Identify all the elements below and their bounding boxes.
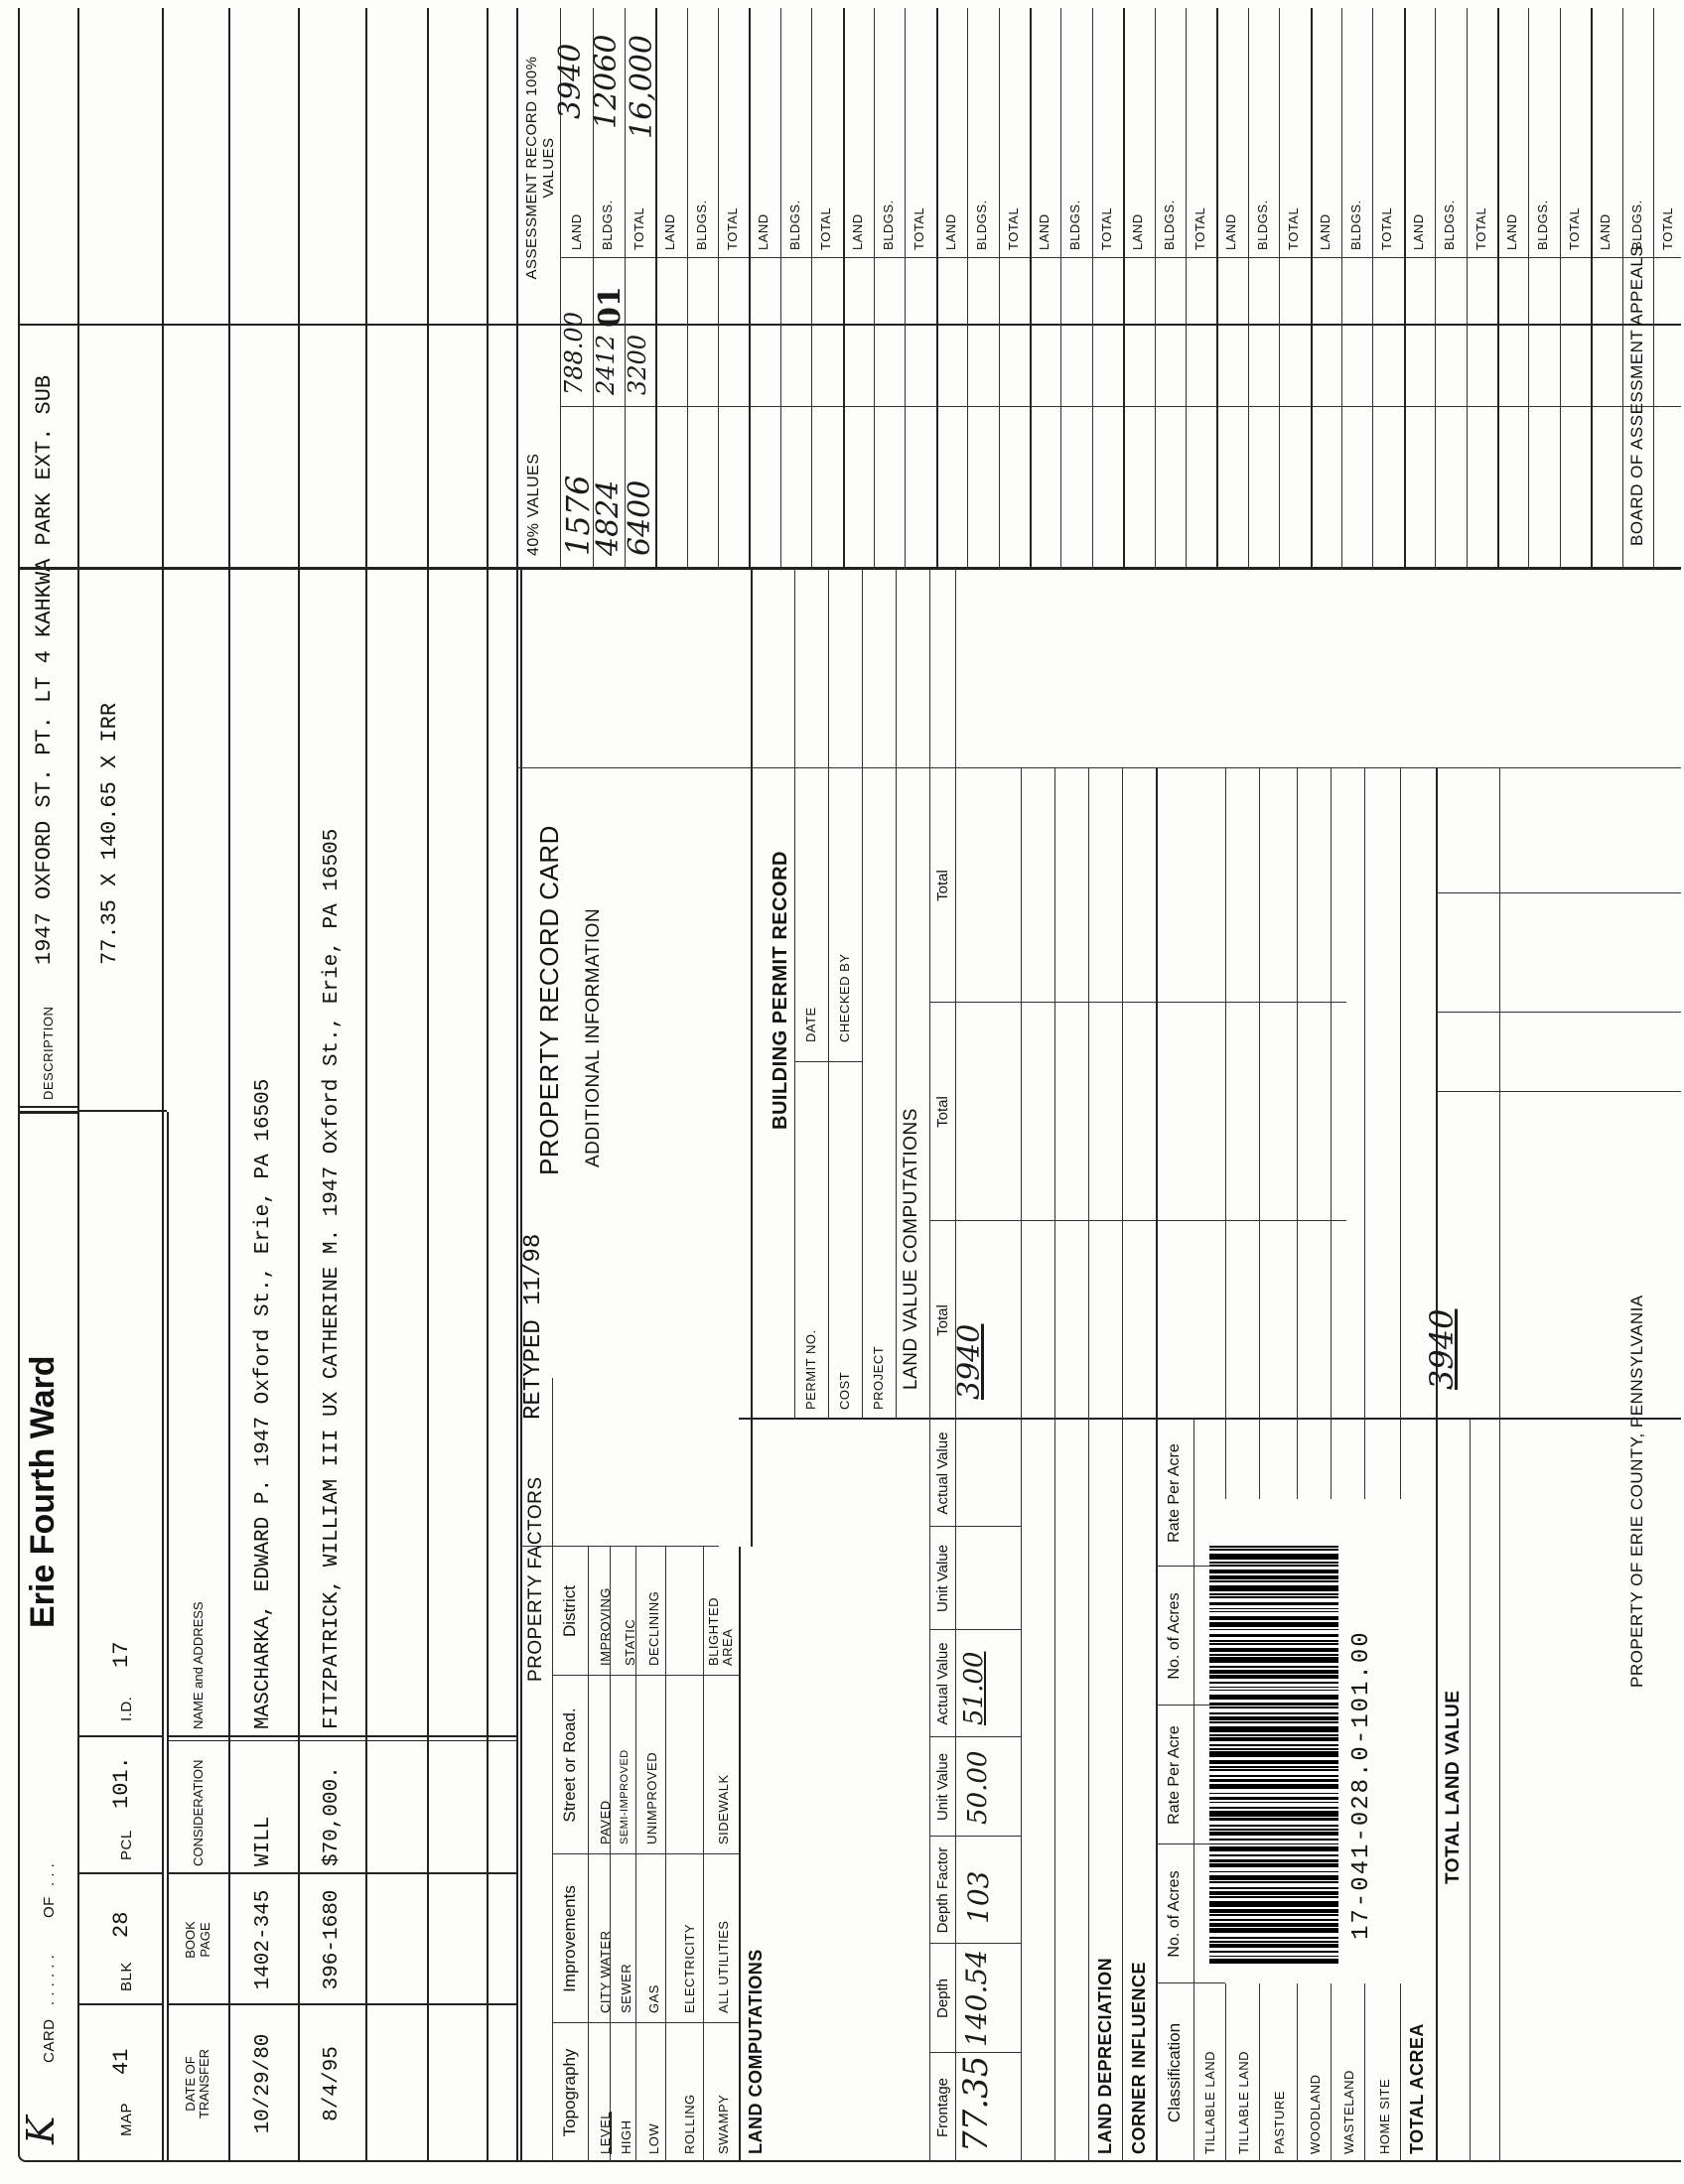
description-label: DESCRIPTION [41,1006,56,1100]
barcode-bar [1209,1839,1338,1841]
barcode-bar [1209,1675,1338,1679]
barcode-bar [1209,1549,1338,1551]
assessment-row-line [1467,8,1468,570]
assessment-row-line [1404,8,1406,570]
barcode-bar [1209,1602,1338,1606]
class-wasteland: WASTELAND [1341,2070,1356,2154]
district-header: District [560,1585,579,1637]
no-of-acres-header: No. of Acres [1166,1870,1183,1958]
no-of-acres-header-2: No. of Acres [1166,1592,1183,1680]
assessment-row-label: LAND [1037,213,1052,250]
depth-header: Depth [933,1978,951,2019]
assessment-row-line [1311,8,1313,570]
assessment-row-line [1060,8,1061,570]
barcode-bar [1209,1843,1338,1845]
values-40-title: 40% VALUES [525,453,542,556]
barcode-bar [1209,1712,1338,1714]
assessment-row-line [1155,8,1156,570]
unit-value-value: 50.00 [963,1750,993,1825]
barcode-bar [1209,1744,1338,1746]
assessment-row-label: LAND [942,213,958,250]
permit-project-label: PROJECT [871,1345,886,1410]
assessment-row-label: LAND [569,213,584,250]
assessment-row-line [1341,8,1342,570]
barcode-bar [1209,1748,1338,1750]
barcode-bar [1209,1643,1338,1645]
depth-value: 140.54 [960,1950,993,2047]
barcode-bar [1209,1670,1338,1674]
barcode-bar [1209,1923,1338,1927]
street-paved: PAVED [598,1800,613,1844]
assessment-row-label: TOTAL [1566,206,1582,250]
topo-rolling: ROLLING [682,2094,697,2154]
class-pasture: PASTURE [1272,2091,1287,2154]
street-sidewalk: SIDEWALK [716,1774,731,1844]
barcode-bar [1209,1951,1338,1953]
district-improving: IMPROVING [598,1587,613,1666]
transfer-row-consideration: WILL [251,1816,275,1866]
assessment-row-line [687,8,688,570]
assessment-row-label: TOTAL [1379,206,1395,250]
assessment-row-label: LAND [849,213,865,250]
barcode-bar [1209,1859,1338,1863]
barcode-bar [1209,1793,1338,1795]
assessment-row-label: LAND [662,213,678,250]
transfer-row-date: 10/29/80 [251,2033,275,2134]
assessment-row-line [1435,8,1436,570]
date-of-transfer-header: DATE OF TRANSFER [183,2048,211,2119]
map-value: 41 [109,2048,134,2075]
assessment-row-label: BLDGS. [600,200,616,250]
assessment-row-line [905,8,906,570]
retyped-note: RETYPED 11/98 [520,1233,547,1420]
permit-checked-by-label: CHECKED BY [837,953,852,1042]
assessment-row-line [1248,8,1249,570]
barcode-bar [1209,1941,1338,1943]
barcode-bar [1209,1687,1338,1689]
land-value-computations-title: LAND VALUE COMPUTATIONS [901,1108,921,1390]
topography-header: Topography [560,2048,579,2137]
barcode-bar [1209,1596,1338,1598]
transfer-row-book: 1402-345 [251,1889,275,1990]
assessment-row-line [1591,8,1593,570]
assessment-row-label: TOTAL [1473,206,1488,250]
permit-no-label: PERMIT NO. [803,1329,818,1410]
barcode-bar [1209,1721,1338,1723]
barcode-bar [1209,1546,1338,1548]
assessment-row-line [936,8,938,570]
barcode-bar [1209,1575,1338,1579]
card-dots: . . . . . . [41,1954,58,2005]
values-40-land: 1576 [559,475,597,556]
values-40-bldgs: 4824 [591,479,626,556]
barcode-bar [1209,1766,1338,1768]
frontage-header: Frontage [933,2077,951,2138]
assessment-row-label: BLDGS. [1067,200,1083,250]
district-static: STATIC [623,1618,637,1666]
district-declining: DECLINING [646,1590,661,1666]
pcl-value: 101. [109,1756,134,1809]
street-header: Street or Road. [560,1707,579,1823]
total-header-3: Total [933,870,951,901]
barcode-bar [1209,1716,1338,1720]
barcode-bar [1209,1611,1338,1613]
description-line1: 1947 OXFORD ST. PT. LT 4 KAHKWA PARK EXT. SUB [32,374,57,965]
barcode-bar [1209,1901,1338,1906]
barcode-bar [1209,1846,1338,1851]
assessment-bldgs-value: 12060 [589,34,624,129]
assessment-row-line [1497,8,1499,570]
barcode-bar [1209,1829,1338,1831]
assessment-row-label: BLDGS. [1628,200,1644,250]
assessment-row-label: LAND [756,213,772,250]
impr-electricity: ELECTRICITY [682,1923,697,2013]
assessment-row-line [593,8,594,570]
assessment-row-label: LAND [1410,213,1426,250]
barcode-bar [1209,1825,1338,1827]
barcode-bar [1209,1682,1338,1684]
assessment-row-line [1092,8,1093,570]
barcode-bar [1209,1784,1338,1789]
pcl-label: PCL [118,1830,135,1860]
assessment-row-line [967,8,968,570]
assessment-row-label: BLDGS. [786,200,802,250]
card-label: CARD [41,2018,58,2063]
assessment-row-label: TOTAL [1005,206,1021,250]
of-label: OF [41,1896,58,1918]
barcode-bar [1209,1959,1338,1964]
values-40-col2-bldgs: 2412 [592,334,620,395]
assessment-row-line [999,8,1000,570]
barcode-bar [1209,1570,1338,1573]
actual-value-header: Actual Value [933,1642,951,1725]
barcode-bar [1209,1769,1338,1771]
assessment-row-label: BLDGS. [1348,200,1363,250]
barcode-bar [1209,1937,1338,1939]
assessment-row-line [1622,8,1623,570]
assessment-row-line [1186,8,1187,570]
topo-low: LOW [646,2122,661,2154]
barcode-bar [1209,1554,1338,1559]
barcode-bar [1209,1593,1338,1595]
transfer-row-name: MASCHARKA, EDWARD P. 1947 Oxford St., Erie, PA 16505 [251,1078,275,1729]
additional-info-label: ADDITIONAL INFORMATION [583,907,604,1167]
values-40-col2-total: 3200 [624,334,651,395]
blk-value: 28 [109,1911,134,1938]
barcode-bar [1209,1956,1338,1958]
barcode-bar [1209,1737,1338,1741]
assessment-row-line [1372,8,1373,570]
topo-swampy: SWAMPY [716,2094,731,2154]
barcode-bar [1209,1565,1338,1567]
barcode-bar [1209,1608,1338,1610]
impr-all-utilities: ALL UTILITIES [716,1920,731,2013]
assessment-row-label: LAND [1317,213,1333,250]
assessment-row-label: BLDGS. [1161,200,1177,250]
assessment-row-label: LAND [1130,213,1146,250]
book-page-header: BOOK PAGE [183,1921,212,1959]
topo-high: HIGH [619,2119,633,2154]
street-unimproved: UNIMPROVED [644,1751,659,1844]
impr-sewer: SEWER [619,1963,633,2013]
land-total-value: 3940 [952,1323,987,1400]
transfer-row-book: 396-1680 [320,1889,344,1990]
total-land-value-label: TOTAL LAND VALUE [1443,1690,1464,1884]
barcode-bar [1209,1807,1338,1809]
parcel-barcode [1209,1507,1338,1964]
assessment-row-label: BLDGS. [693,200,709,250]
depth-factor-value: 103 [962,1870,995,1924]
barcode-bar [1209,1919,1338,1921]
barcode-bar [1209,1707,1338,1709]
barcode-bar [1209,1666,1338,1668]
assessment-row-label: BLDGS. [881,200,896,250]
barcode-bar [1209,1855,1338,1857]
impr-gas: GAS [646,1984,661,2013]
barcode-bar [1209,1634,1338,1638]
assessment-row-label: TOTAL [631,206,646,250]
transfer-row-name: FITZPATRICK, WILLIAM III UX CATHERINE M. 1947 Oxford St., Erie, PA 16505 [320,828,344,1729]
barcode-bar [1209,1703,1338,1706]
assessment-row-line [1653,8,1654,570]
assessment-row-line [780,8,781,570]
barcode-number: 17-041-028.0-101.00 [1348,1630,1375,1940]
assessment-row-label: TOTAL [912,206,927,250]
barcode-bar [1209,1695,1338,1700]
assessment-row-label: TOTAL [1660,206,1675,250]
barcode-bar [1209,1629,1338,1631]
assessment-row-line [843,8,845,570]
assessment-row-label: TOTAL [1193,206,1207,250]
blk-label: BLK [118,1962,135,1991]
assessment-row-line [1030,8,1032,570]
district-blighted-area: BLIGHTED AREA [706,1596,736,1666]
total-land-value: 3940 [1423,1308,1461,1390]
assessment-row-label: TOTAL [818,206,834,250]
actual-value-value: 51.00 [959,1651,989,1725]
land-computations-title: LAND COMPUTATIONS [746,1949,766,2154]
barcode-bar [1209,1896,1338,1898]
barcode-bar [1209,1914,1338,1916]
footer-left: PROPERTY OF ERIE COUNTY, PENNSYLVANIA [1627,1295,1646,1688]
class-total-acreage: TOTAL ACREA [1407,2023,1427,2154]
transfer-row-consideration: $70,000. [320,1766,344,1866]
card-initial: K [19,2116,63,2144]
id-value: 17 [109,1641,134,1668]
assessment-row-line [625,8,626,570]
barcode-bar [1209,1775,1338,1777]
total-header-2: Total [933,1096,951,1128]
corner-influence-label: CORNER INFLUENCE [1129,1961,1149,2154]
topo-level: LEVEL [598,2112,613,2154]
assessment-row-label: TOTAL [725,206,740,250]
barcode-bar [1209,1562,1338,1564]
assessment-row-line [1279,8,1280,570]
barcode-bar [1209,1811,1338,1816]
unit-value-header: Unit Value [933,1752,951,1822]
barcode-bar [1209,1734,1338,1736]
assessment-row-label: LAND [1223,213,1239,250]
assessment-row-label: LAND [1598,213,1614,250]
assessment-row-line [655,8,657,570]
barcode-bar [1209,1580,1338,1582]
assessment-row-line [1123,8,1125,570]
barcode-bar [1209,1690,1338,1692]
barcode-bar [1209,1779,1338,1783]
barcode-bar [1209,1891,1338,1895]
barcode-bar [1209,1928,1338,1933]
assessment-row-line [718,8,719,570]
impr-city-water: CITY WATER [598,1930,613,2013]
assessment-row-line [811,8,812,570]
barcode-bar [1209,1726,1338,1731]
barcode-bar [1209,1751,1338,1756]
barcode-bar [1209,1657,1338,1662]
assessment-row-line [1528,8,1529,570]
barcode-bar [1209,1640,1338,1642]
barcode-bar [1209,1875,1338,1880]
barcode-bar [1209,1863,1338,1867]
permit-cost-label: COST [837,1371,852,1410]
unit-value-header-2: Unit Value [933,1544,951,1613]
total-header-1: Total [933,1304,951,1336]
barcode-bar [1209,1616,1338,1620]
consideration-header: CONSIDERATION [190,1759,206,1866]
actual-value-header-2: Actual Value [933,1432,951,1515]
assessment-land-value: 3940 [553,43,588,119]
assessment-row-line [874,8,875,570]
assessment-row-label: LAND [1504,213,1519,250]
assessment-row-label: TOTAL [1098,206,1114,250]
assessment-title: ASSESSMENT RECORD 100% VALUES [523,56,557,280]
classification-header: Classification [1165,2022,1184,2123]
assessment-row-line [1216,8,1218,570]
barcode-bar [1209,1622,1338,1627]
id-label: I.D. [118,1696,135,1721]
barcode-bar [1209,1797,1338,1801]
assessment-row-label: BLDGS. [1535,200,1551,250]
rate-per-acre-header: Rate Per Acre [1166,1725,1183,1825]
building-permit-title: BUILDING PERMIT RECORD [770,851,791,1130]
footer-right: BOARD OF ASSESSMENT APPEALS [1627,244,1646,546]
barcode-bar [1209,1654,1338,1656]
barcode-bar [1209,1944,1338,1948]
barcode-bar [1209,1832,1338,1836]
transfer-row-date: 8/4/95 [320,2046,344,2121]
class-home-site: HOME SITE [1377,2078,1392,2154]
assessment-row-line [1560,8,1561,570]
barcode-bar [1209,1881,1338,1883]
ward-title: Erie Fourth Ward [24,1355,62,1628]
assessment-row-label: TOTAL [1286,206,1302,250]
barcode-bar [1209,1871,1338,1873]
property-factors-title: PROPERTY FACTORS [525,1476,546,1682]
assessment-total-value: 16,000 [625,35,659,139]
depth-factor-header: Depth Factor [933,1846,951,1934]
values-40-total: 6400 [623,479,657,556]
barcode-bar [1209,1802,1338,1804]
card-title: PROPERTY RECORD CARD [534,825,564,1175]
assessment-stamp: 01 [593,286,628,328]
class-woodland: WOODLAND [1308,2074,1323,2154]
assessment-row-label: BLDGS. [1254,200,1270,250]
improvements-header: Improvements [560,1885,579,1992]
assessment-row-label: BLDGS. [974,200,990,250]
barcode-bar [1209,1648,1338,1652]
barcode-bar [1209,1887,1338,1889]
rate-per-acre-header-2: Rate Per Acre [1166,1443,1183,1543]
barcode-bar [1209,1760,1338,1764]
frontage-value: 77.35 [956,2055,996,2152]
name-address-header: NAME and ADDRESS [190,1601,206,1729]
permit-date-label: DATE [803,1007,818,1042]
description-line2: 77.35 X 140.65 X IRR [97,702,122,965]
street-semi-improved: SEMI-IMPROVED [619,1749,631,1844]
values-40-col2-land: 788.00 [560,312,588,395]
assessment-row-label: BLDGS. [1442,200,1458,250]
barcode-bar [1209,1909,1338,1913]
map-label: MAP [118,2102,135,2136]
barcode-bar [1209,1585,1338,1590]
barcode-bar [1209,1818,1338,1822]
class-tillable-land-2: TILLABLE LAND [1236,2050,1251,2154]
of-dots: . . . [41,1862,58,1886]
assessment-row-line [749,8,751,570]
land-depreciation-label: LAND DEPRECIATION [1095,1957,1115,2154]
class-tillable-land-1: TILLABLE LAND [1202,2050,1217,2154]
